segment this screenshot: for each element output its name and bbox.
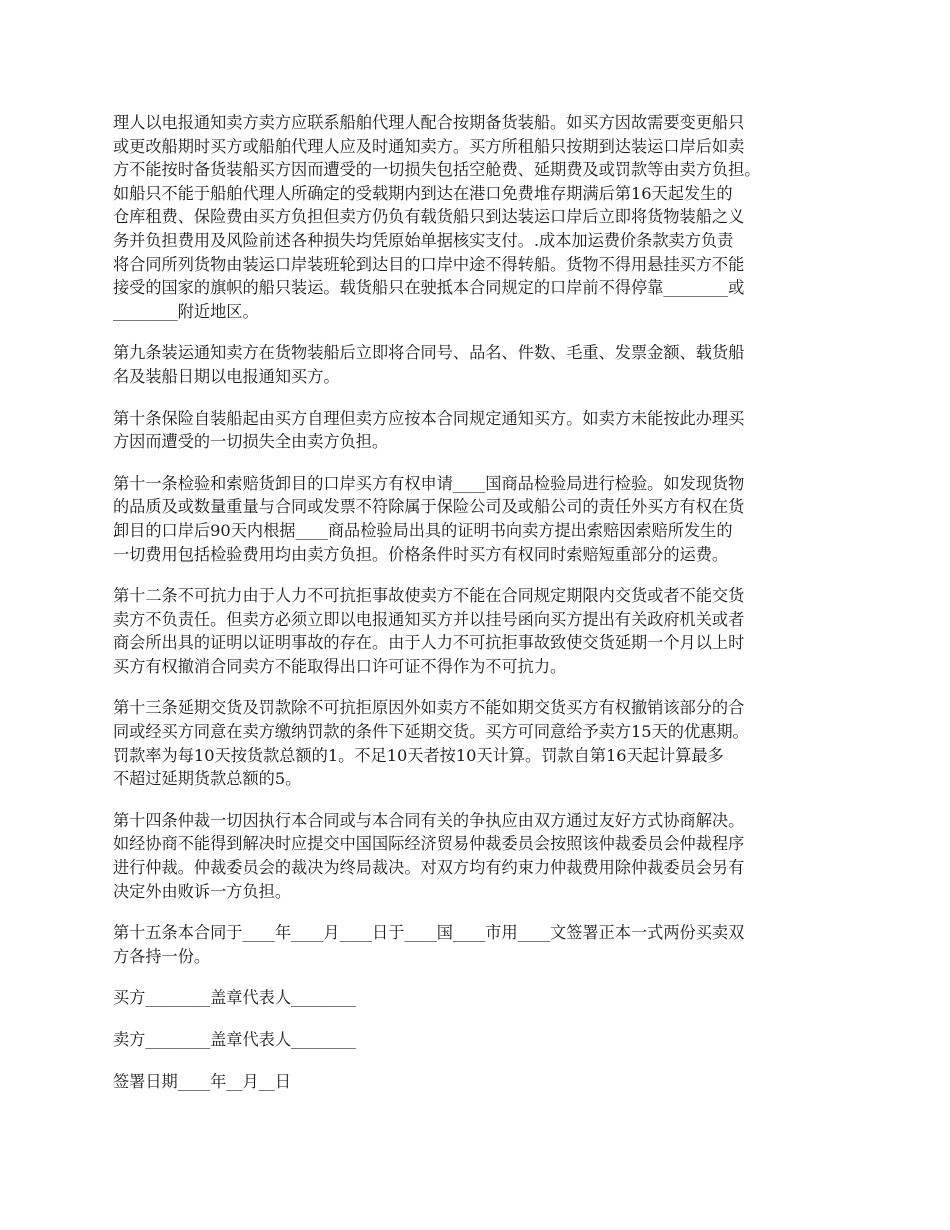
text-line: 方各持一份。 [113,946,211,966]
text-line: 务并负担费用及风险前述各种损失均凭原始单据核实支付。.成本加运费价条款卖方负责 [113,230,734,250]
paragraph-article-13 [113,696,843,790]
text-line: 方不能按时备货装船买方因而遭受的一切损失包括空舱费、延期费及或罚款等由卖方负担。 [113,160,761,180]
paragraph-article-10 [113,407,843,454]
text-line: 商会所出具的证明以证明事故的存在。由于人力不可抗拒事故致使交货延期一个月以上时 [113,633,745,653]
text-line: 仓库租费、保险费由买方负担但卖方仍负有载货船只到达装运口岸后立即将货物装船之义 [113,207,745,227]
text-line: 一切费用包括检验费用均由卖方负担。价格条件时买方有权同时索赔短重部分的运费。 [113,544,729,564]
text-line: 方因而遭受的一切损失全由卖方负担。 [113,432,389,452]
text-line: ________附近地区。 [113,301,259,321]
text-line: 卖方不负责任。但卖方必须立即以电报通知买方并以挂号函向买方提出有关政府机关或者 [113,609,745,629]
text-line: 卸目的口岸后90天内根据____商品检验局出具的证明书向卖方提出索赔因索赔所发生的 [113,520,733,540]
paragraph-article-12 [113,584,843,678]
text-line: 第十一条检验和索赔货卸目的口岸买方有权申请____国商品检验局进行检验。如发现货物 [113,473,745,493]
text-line: 或更改船期时买方或船舶代理人应及时通知卖方。买方所租船只按期到达装运口岸后如卖 [113,136,745,156]
text-line: 第十二条不可抗力由于人力不可抗拒事故使卖方不能在合同规定期限内交货或者不能交货 [113,586,745,606]
text-line: 罚款率为每10天按货款总额的1。不足10天者按10天计算。罚款自第16天起计算最多 [113,745,724,765]
text-line: 接受的国家的旗帜的船只装运。载货船只在驶抵本合同规定的口岸前不得停靠________或 [113,278,745,298]
text-line: 买方________盖章代表人________ [113,988,356,1008]
text-line: 的品质及或数量重量与合同或发票不符除属于保险公司及或船公司的责任外买方有权在货 [113,497,745,517]
paragraph-shipping-continued [113,111,843,323]
signing-date-line [113,1070,843,1094]
text-line: 理人以电报通知卖方卖方应联系船舶代理人配合按期备货装船。如买方因故需要变更船只 [113,113,745,132]
text-line: 如经协商不能得到解决时应提交中国国际经济贸易仲裁委员会按照该仲裁委员会仲裁程序 [113,834,745,854]
paragraph-article-14 [113,809,843,903]
text-line: 同或经买方同意在卖方缴纳罚款的条件下延期交货。买方可同意给予卖方15天的优惠期。 [113,722,749,742]
text-line: 卖方________盖章代表人________ [113,1030,356,1049]
text-line: 第十条保险自装船起由买方自理但卖方应按本合同规定通知买方。如卖方未能按此办理买 [113,408,745,428]
text-line: 第十四条仲裁一切因执行本合同或与本合同有关的争执应由双方通过友好方式协商解决。 [113,810,745,830]
text-line: 名及装船日期以电报通知买方。 [113,366,340,386]
document-page [113,111,843,1111]
paragraph-article-15 [113,921,843,968]
text-line: 第九条装运通知卖方在货物装船后立即将合同号、品名、件数、毛重、发票金额、载货船 [113,343,745,363]
text-line: 决定外由败诉一方负担。 [113,881,292,901]
text-line: 买方有权撤消合同卖方不能取得出口许可证不得作为不可抗力。 [113,656,567,676]
text-line: 第十三条延期交货及罚款除不可抗拒原因外如卖方不能如期交货买方有权撤销该部分的合 [113,698,745,718]
buyer-signature-line [113,986,843,1010]
text-line: 进行仲裁。仲裁委员会的裁决为终局裁决。对双方均有约束力仲裁费用除仲裁委员会另有 [113,858,745,878]
text-line: 如船只不能于船舶代理人所确定的受载期内到达在港口免费堆存期满后第16天起发生的 [113,183,733,203]
paragraph-article-9 [113,341,843,388]
text-line: 第十五条本合同于____年____月____日于____国____市用____文签署正本一式两份买卖双 [113,923,745,943]
seller-signature-line [113,1028,843,1052]
text-line: 将合同所列货物由装运口岸装班轮到达目的口岸中途不得转船。货物不得用悬挂买方不能 [113,254,745,274]
text-line: 不超过延期货款总额的5。 [113,769,302,789]
paragraph-article-11 [113,472,843,566]
text-line: 签署日期____年__月__日 [113,1071,292,1091]
